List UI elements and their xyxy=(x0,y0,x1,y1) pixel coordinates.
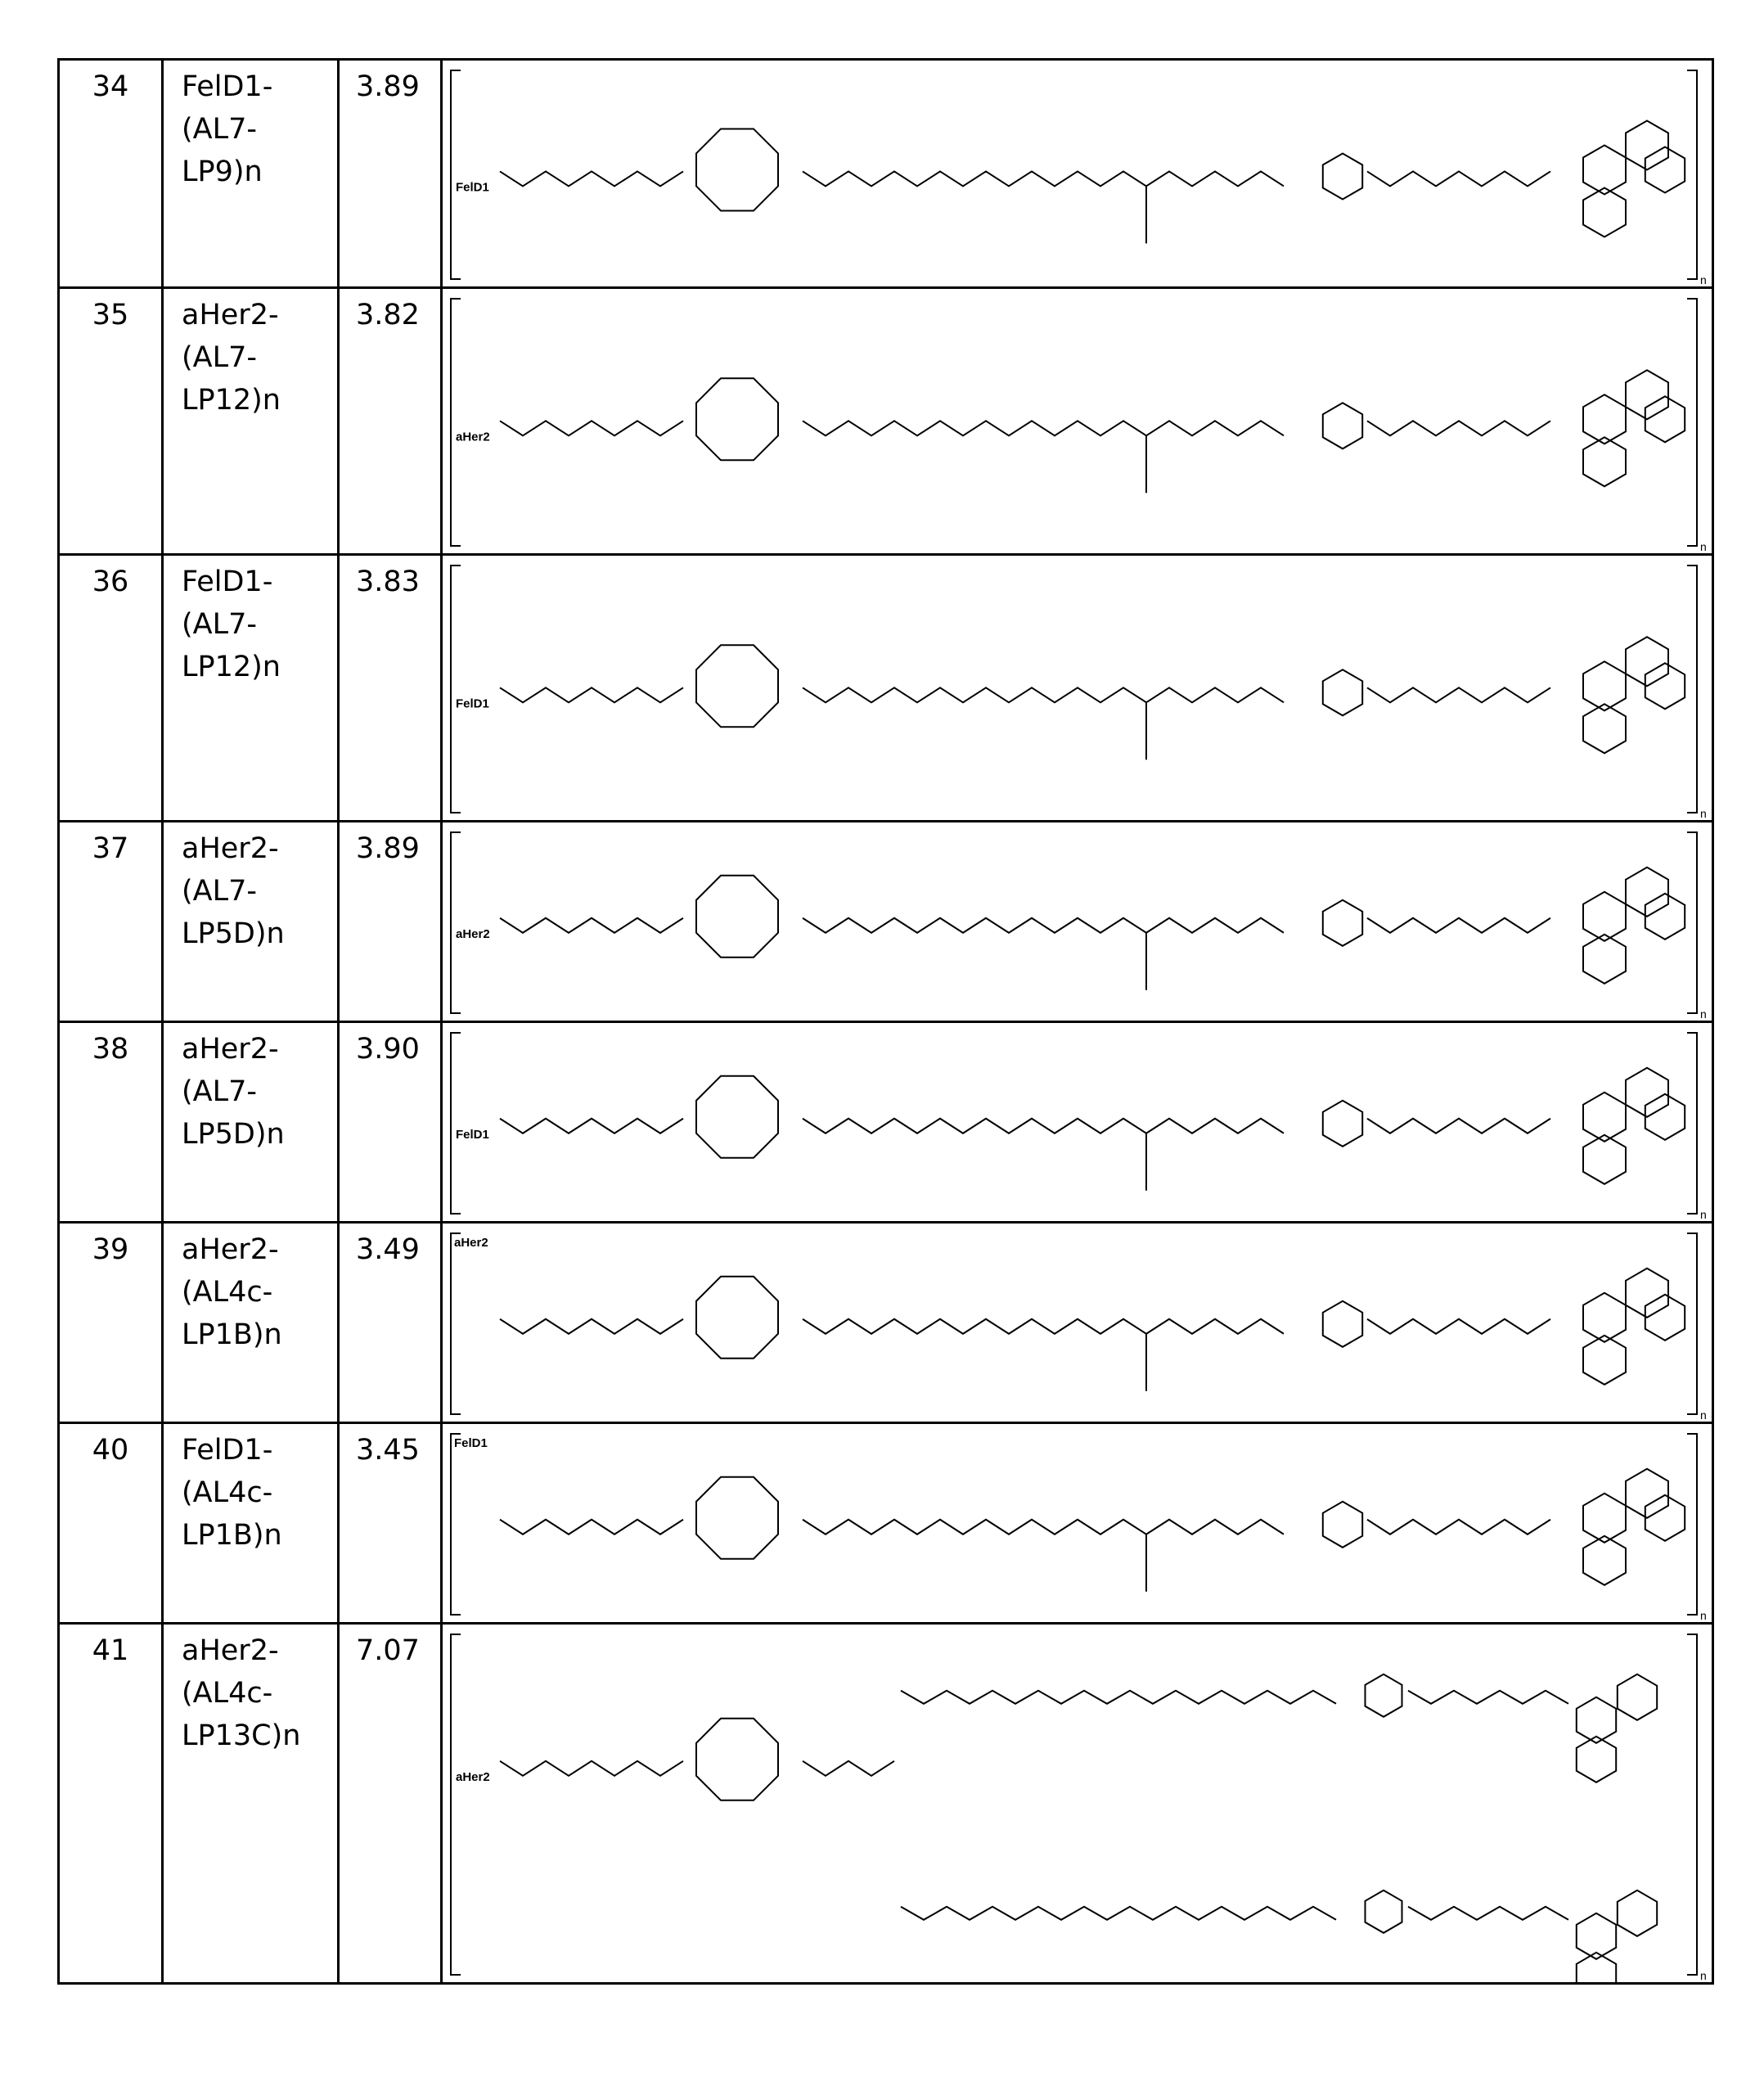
table-row xyxy=(59,555,1713,822)
bond-chain xyxy=(1367,1520,1550,1534)
ring xyxy=(1626,637,1668,686)
subscript-n: n xyxy=(1700,1007,1707,1021)
table-row xyxy=(59,288,1713,555)
ring xyxy=(1323,1502,1362,1548)
right-bracket xyxy=(1687,1634,1697,1975)
chemical-structure xyxy=(443,1625,1712,1985)
chemical-structure xyxy=(443,61,1712,289)
compound-table xyxy=(57,58,1714,1985)
conjugate-name-line: LP5D)n xyxy=(182,913,337,955)
ring xyxy=(1645,1495,1685,1541)
chemical-structure xyxy=(443,556,1712,822)
left-bracket xyxy=(451,1033,461,1214)
bond-chain xyxy=(803,687,1284,702)
antibody-label: aHer2 xyxy=(456,1770,490,1784)
right-bracket xyxy=(1687,1233,1697,1414)
conjugate-name xyxy=(163,1022,339,1223)
left-bracket xyxy=(451,1434,461,1615)
dar-value: 3.82 xyxy=(339,288,442,555)
structure-cell xyxy=(442,1223,1713,1423)
ring xyxy=(1323,1301,1362,1347)
left-bracket xyxy=(451,832,461,1013)
compound-number: 40 xyxy=(59,1423,163,1624)
ring xyxy=(1577,1953,1616,1985)
dar-value: 7.07 xyxy=(339,1624,442,1984)
right-bracket xyxy=(1687,832,1697,1013)
conjugate-name xyxy=(163,60,339,288)
subscript-n: n xyxy=(1700,1208,1707,1221)
table-row xyxy=(59,1624,1713,1984)
conjugate-name-line: (AL4c- xyxy=(182,1271,337,1314)
ring xyxy=(1626,1469,1668,1518)
dar-value: 3.90 xyxy=(339,1022,442,1223)
chemical-structure xyxy=(443,822,1712,1023)
conjugate-name-line: (AL7- xyxy=(182,1070,337,1113)
compound-number: 38 xyxy=(59,1022,163,1223)
conjugate-name-line: aHer2- xyxy=(182,1028,337,1070)
conjugate-name-line: (AL7- xyxy=(182,603,337,646)
dar-value: 3.49 xyxy=(339,1223,442,1423)
cyclooctane-ring xyxy=(696,1277,778,1359)
conjugate-name-line: LP13C)n xyxy=(182,1715,337,1757)
ring xyxy=(1645,1295,1685,1341)
right-bracket xyxy=(1687,566,1697,813)
compound-number: 41 xyxy=(59,1624,163,1984)
cyclooctane-ring xyxy=(696,378,778,460)
conjugate-name-line: aHer2- xyxy=(182,1228,337,1271)
subscript-n: n xyxy=(1700,1969,1707,1982)
conjugate-name xyxy=(163,822,339,1022)
antibody-label: FelD1 xyxy=(456,1128,489,1142)
dar-value: 3.89 xyxy=(339,60,442,288)
table-row xyxy=(59,1223,1713,1423)
bond-chain xyxy=(500,171,683,186)
ring xyxy=(1323,1101,1362,1147)
antibody-label: FelD1 xyxy=(456,180,489,194)
conjugate-name xyxy=(163,555,339,822)
cyclooctane-ring xyxy=(696,1477,778,1559)
ring xyxy=(1626,1068,1668,1117)
subscript-n: n xyxy=(1700,540,1707,553)
subscript-n: n xyxy=(1700,1609,1707,1622)
structure-cell xyxy=(442,1423,1713,1624)
ring xyxy=(1323,900,1362,946)
conjugate-name-line: FelD1- xyxy=(182,561,337,603)
ring xyxy=(1645,147,1685,193)
bond-chain xyxy=(803,918,1284,933)
ring xyxy=(1323,403,1362,448)
bond-chain xyxy=(500,421,683,435)
subscript-n: n xyxy=(1700,1408,1707,1422)
dar-value: 3.45 xyxy=(339,1423,442,1624)
antibody-label: aHer2 xyxy=(456,927,490,941)
conjugate-name-line: aHer2- xyxy=(182,827,337,870)
ring xyxy=(1626,1269,1668,1318)
bond-chain xyxy=(1367,687,1550,702)
bond-chain xyxy=(901,1691,1336,1704)
cyclooctane-ring xyxy=(696,1719,778,1800)
dar-value: 3.83 xyxy=(339,555,442,822)
bond-chain xyxy=(1367,171,1550,186)
bond-chain xyxy=(500,1520,683,1534)
cyclooctane-ring xyxy=(696,645,778,727)
conjugate-name-line: (AL7- xyxy=(182,336,337,379)
compound-number: 36 xyxy=(59,555,163,822)
conjugate-name-line: aHer2- xyxy=(182,294,337,336)
table-row xyxy=(59,1423,1713,1624)
conjugate-name-line: (AL7- xyxy=(182,870,337,913)
right-bracket xyxy=(1687,299,1697,546)
left-bracket xyxy=(451,299,461,546)
cyclooctane-ring xyxy=(696,876,778,958)
conjugate-name-line: LP1B)n xyxy=(182,1314,337,1356)
bond-chain xyxy=(1408,1691,1568,1704)
chemical-structure xyxy=(443,1224,1712,1424)
ring xyxy=(1618,1890,1657,1936)
ring xyxy=(1645,396,1685,442)
bond-chain xyxy=(803,1520,1284,1534)
conjugate-name-line: (AL7- xyxy=(182,108,337,151)
table-row xyxy=(59,1022,1713,1223)
right-bracket xyxy=(1687,70,1697,279)
bond-chain xyxy=(500,1761,683,1776)
structure-cell xyxy=(442,288,1713,555)
ring xyxy=(1366,1890,1402,1933)
bond-chain xyxy=(901,1907,1336,1920)
left-bracket xyxy=(451,566,461,813)
conjugate-name-line: LP1B)n xyxy=(182,1514,337,1557)
structure-cell xyxy=(442,555,1713,822)
conjugate-name xyxy=(163,1624,339,1984)
right-bracket xyxy=(1687,1434,1697,1615)
subscript-n: n xyxy=(1700,807,1707,820)
conjugate-name-line: FelD1- xyxy=(182,1429,337,1471)
structure-cell xyxy=(442,1624,1713,1984)
subscript-n: n xyxy=(1700,273,1707,286)
left-bracket xyxy=(451,1233,461,1414)
conjugate-name-line: FelD1- xyxy=(182,65,337,108)
bond-chain xyxy=(500,918,683,933)
conjugate-name-line: aHer2- xyxy=(182,1629,337,1672)
dar-value: 3.89 xyxy=(339,822,442,1022)
ring xyxy=(1618,1674,1657,1720)
ring xyxy=(1366,1674,1402,1717)
left-bracket xyxy=(451,1634,461,1975)
ring xyxy=(1323,154,1362,200)
ring xyxy=(1323,669,1362,715)
bond-chain xyxy=(500,1319,683,1334)
compound-number: 34 xyxy=(59,60,163,288)
conjugate-name-line: LP9)n xyxy=(182,151,337,193)
ring xyxy=(1626,868,1668,917)
bond-chain xyxy=(500,687,683,702)
bond-chain xyxy=(1408,1907,1568,1920)
compound-number: 35 xyxy=(59,288,163,555)
antibody-label: FelD1 xyxy=(454,1436,488,1450)
bond-chain xyxy=(803,171,1284,186)
ring xyxy=(1626,121,1668,170)
bond-chain xyxy=(1367,1119,1550,1133)
structure-cell xyxy=(442,822,1713,1022)
compound-number: 37 xyxy=(59,822,163,1022)
bond-chain xyxy=(1367,421,1550,435)
bond-chain xyxy=(803,1319,1284,1334)
bond-chain xyxy=(803,1119,1284,1133)
compound-number: 39 xyxy=(59,1223,163,1423)
antibody-label: aHer2 xyxy=(456,430,490,444)
antibody-label: FelD1 xyxy=(456,696,489,710)
chemical-structure xyxy=(443,1424,1712,1625)
ring xyxy=(1645,663,1685,709)
bond-chain xyxy=(803,1761,894,1776)
bond-chain xyxy=(1367,1319,1550,1334)
conjugate-name xyxy=(163,1223,339,1423)
bond-chain xyxy=(803,421,1284,435)
conjugate-name-line: (AL4c- xyxy=(182,1672,337,1715)
conjugate-name-line: LP5D)n xyxy=(182,1113,337,1156)
table-row xyxy=(59,60,1713,288)
structure-cell xyxy=(442,1022,1713,1223)
conjugate-name-line: LP12)n xyxy=(182,379,337,421)
antibody-label: aHer2 xyxy=(454,1236,488,1250)
conjugate-name xyxy=(163,288,339,555)
conjugate-name-line: (AL4c- xyxy=(182,1471,337,1514)
ring xyxy=(1645,1094,1685,1140)
table-row xyxy=(59,822,1713,1022)
cyclooctane-ring xyxy=(696,1076,778,1158)
bond-chain xyxy=(1367,918,1550,933)
conjugate-name xyxy=(163,1423,339,1624)
right-bracket xyxy=(1687,1033,1697,1214)
chemical-structure xyxy=(443,289,1712,556)
ring xyxy=(1626,370,1668,419)
chemical-structure xyxy=(443,1023,1712,1224)
left-bracket xyxy=(451,70,461,279)
cyclooctane-ring xyxy=(696,128,778,210)
bond-chain xyxy=(500,1119,683,1133)
conjugate-name-line: LP12)n xyxy=(182,646,337,688)
ring xyxy=(1645,894,1685,940)
structure-cell xyxy=(442,60,1713,288)
